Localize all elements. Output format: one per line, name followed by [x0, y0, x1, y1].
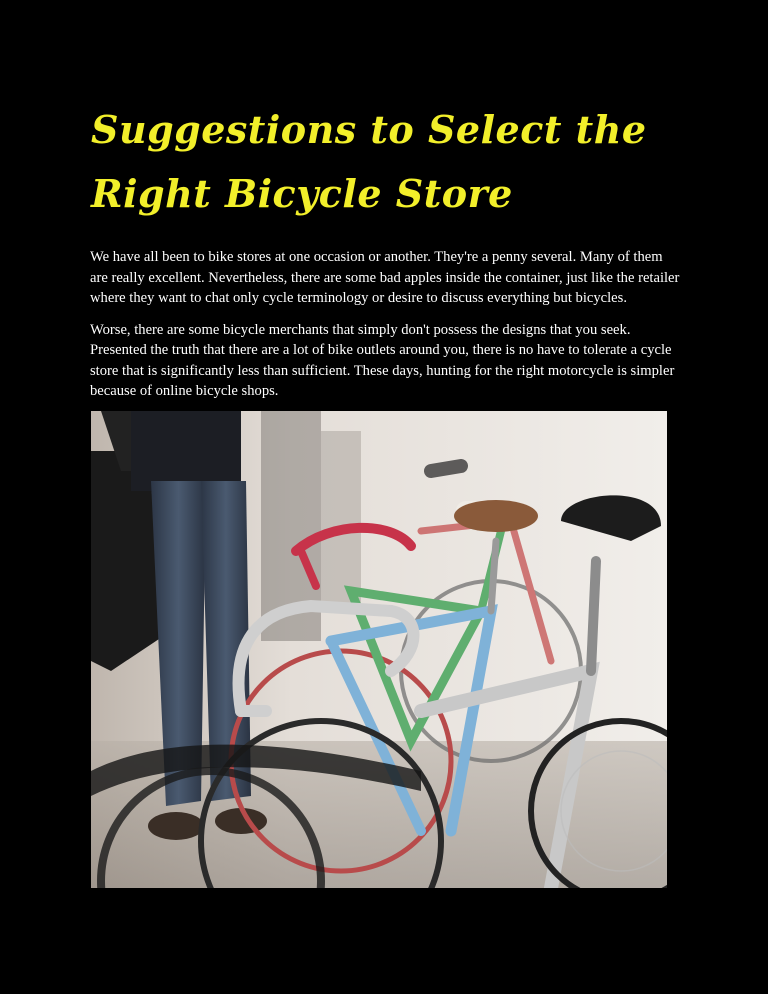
paragraph-1: We have all been to bike stores at one occasion or another. They're a penny several. Many of them are really excellent. Nevertheless, there are some bad apples inside the container, just like the retailer where they want to chat only cycle terminology or desire to discuss everything but bicycles.: [90, 249, 680, 306]
paragraph-2: Worse, there are some bicycle merchants that simply don't possess the designs that you seek. Presented the truth that there are a lot of bike outlets around you, there is no have to tolerate a cycle store that is significantly less than sufficient. These days, hunting for the right motorcycle is simpler because of online bicycle shops.: [90, 321, 675, 399]
body-text: [90, 247, 680, 413]
title-line-2: Right Bicycle Store: [91, 171, 513, 216]
page-title: [91, 98, 691, 226]
bicycles-in-shop-photo-icon: [91, 411, 667, 888]
title-line-1: Suggestions to Select the: [91, 107, 647, 152]
bicycles-photo: [91, 411, 667, 888]
